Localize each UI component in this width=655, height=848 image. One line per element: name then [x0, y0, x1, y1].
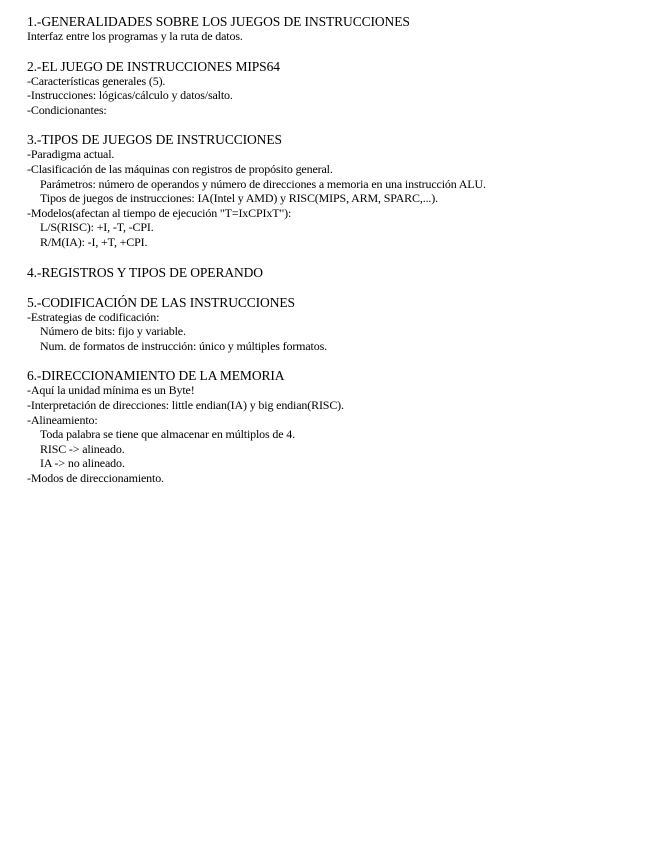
body-line: -Condicionantes: — [27, 102, 107, 117]
body-line-indented: IA -> no alineado. — [40, 456, 125, 471]
section-heading: 4.-REGISTROS Y TIPOS DE OPERANDO — [27, 264, 263, 280]
body-line: -Aquí la unidad mínima es un Byte! — [27, 383, 195, 398]
body-line: -Paradigma actual. — [27, 147, 115, 162]
body-line: -Estrategias de codificación: — [27, 309, 160, 324]
body-line: -Instrucciones: lógicas/cálculo y datos/salto. — [27, 88, 233, 103]
body-line-indented: L/S(RISC): +I, -T, -CPI. — [40, 220, 154, 235]
body-line-indented: RISC -> alineado. — [40, 441, 125, 456]
body-line: -Alineamiento: — [27, 412, 98, 427]
body-line: -Modelos(afectan al tiempo de ejecución "T=IxCPIxT"): — [27, 205, 292, 220]
section-heading: 2.-EL JUEGO DE INSTRUCCIONES MIPS64 — [27, 58, 280, 74]
section-5 — [27, 295, 647, 354]
body-line-indented: Tipos de juegos de instrucciones: IA(Intel y AMD) y RISC(MIPS, ARM, SPARC,...). — [40, 191, 438, 206]
section-heading: 5.-CODIFICACIÓN DE LAS INSTRUCCIONES — [27, 294, 295, 310]
body-line-indented: Toda palabra se tiene que almacenar en múltiplos de 4. — [40, 427, 295, 442]
section-heading: 3.-TIPOS DE JUEGOS DE INSTRUCCIONES — [27, 132, 282, 148]
body-line-indented: Número de bits: fijo y variable. — [40, 324, 186, 339]
section-1 — [27, 14, 647, 44]
body-line-indented: Parámetros: número de operandos y número de direcciones a memoria en una instrucción ALU. — [40, 176, 486, 191]
section-3 — [27, 132, 647, 249]
body-line: Interfaz entre los programas y la ruta de datos. — [27, 29, 243, 43]
section-2 — [27, 59, 647, 118]
document-body — [27, 14, 647, 500]
body-line: -Modos de direccionamiento. — [27, 470, 164, 485]
body-line: -Clasificación de las máquinas con registros de propósito general. — [27, 161, 333, 176]
section-6 — [27, 368, 647, 485]
section-heading: 6.-DIRECCIONAMIENTO DE LA MEMORIA — [27, 368, 285, 384]
body-line: -Interpretación de direcciones: little endian(IA) y big endian(RISC). — [27, 397, 344, 412]
body-line-indented: R/M(IA): -I, +T, +CPI. — [40, 234, 148, 249]
section-4 — [27, 265, 647, 280]
section-heading: 1.-GENERALIDADES SOBRE LOS JUEGOS DE INSTRUCCIONES — [27, 14, 410, 29]
body-line-indented: Num. de formatos de instrucción: único y múltiples formatos. — [40, 338, 327, 353]
body-line: -Características generales (5). — [27, 73, 166, 88]
